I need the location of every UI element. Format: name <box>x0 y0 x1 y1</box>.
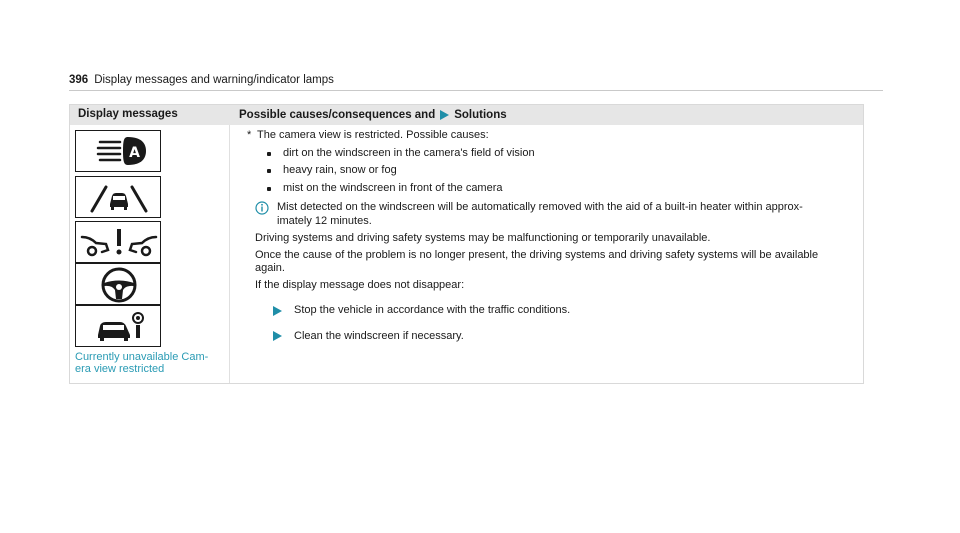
page-header-title: Display messages and warning/indicator lamps <box>94 74 334 86</box>
paragraph-once-cause-line-1: Once the cause of the problem is no longer present, the driving systems and driving safety systems will be available <box>255 248 819 261</box>
bullet-icon <box>267 187 271 191</box>
action-text: Stop the vehicle in accordance with the traffic conditions. <box>294 304 571 316</box>
page-header <box>69 73 883 87</box>
paragraph-malfunction: Driving systems and driving safety systems may be malfunctioning or temporarily unavailable. <box>255 232 711 244</box>
intro-marker: * <box>247 129 252 141</box>
distance-warning-icon <box>75 221 161 263</box>
action-text: Clean the windscreen if necessary. <box>294 329 464 342</box>
svg-text:A: A <box>129 145 140 161</box>
list-item <box>267 164 857 178</box>
column-divider <box>229 125 230 383</box>
arrow-right-icon <box>440 110 449 120</box>
causes-solutions-cell <box>247 129 857 343</box>
headlight-assist-icon <box>75 130 161 172</box>
paragraph-once-cause <box>255 249 857 276</box>
col-header-display-messages: Display messages <box>78 108 178 120</box>
note-line-2: imately 12 minutes. <box>277 214 372 227</box>
table-header-row <box>70 105 863 125</box>
caption-line-2: era view restricted <box>75 363 165 375</box>
bullet-icon <box>267 152 271 156</box>
display-message-caption <box>75 351 225 375</box>
list-item-text: dirt on the windscreen in the camera's field of vision <box>283 146 535 159</box>
intro-line <box>247 129 857 143</box>
info-note <box>255 201 857 228</box>
action-item <box>273 304 857 318</box>
steering-wheel-icon <box>75 263 161 305</box>
bullet-icon <box>267 169 271 173</box>
note-text <box>277 201 803 228</box>
camera-car-icon <box>75 305 161 347</box>
display-messages-table <box>69 104 864 384</box>
paragraph-once-cause-line-2: again. <box>255 262 285 274</box>
list-item-text: heavy rain, snow or fog <box>283 164 397 176</box>
list-item <box>267 147 857 161</box>
note-line-1: Mist detected on the windscreen will be automatically removed with the aid of a built-in heater within approx- <box>277 201 803 213</box>
col-header-solutions-text: Solutions <box>454 109 507 121</box>
caption-line-1: Currently unavailable Cam- <box>75 351 209 363</box>
col-header-causes-text: Possible causes/consequences and <box>239 109 436 121</box>
info-icon <box>255 201 269 215</box>
header-divider <box>69 90 883 91</box>
causes-list <box>267 147 857 196</box>
list-item <box>267 182 857 196</box>
page-number: 396 <box>69 74 89 86</box>
lane-warning-icon <box>75 176 161 218</box>
arrow-right-icon <box>273 331 282 341</box>
paragraph-if-not-disappear: If the display message does not disappear: <box>255 278 465 291</box>
intro-text: The camera view is restricted. Possible causes: <box>257 129 489 141</box>
list-item-text: mist on the windscreen in front of the camera <box>283 181 503 194</box>
arrow-right-icon <box>273 306 282 316</box>
col-header-causes-solutions <box>239 109 507 121</box>
action-item <box>273 330 857 344</box>
